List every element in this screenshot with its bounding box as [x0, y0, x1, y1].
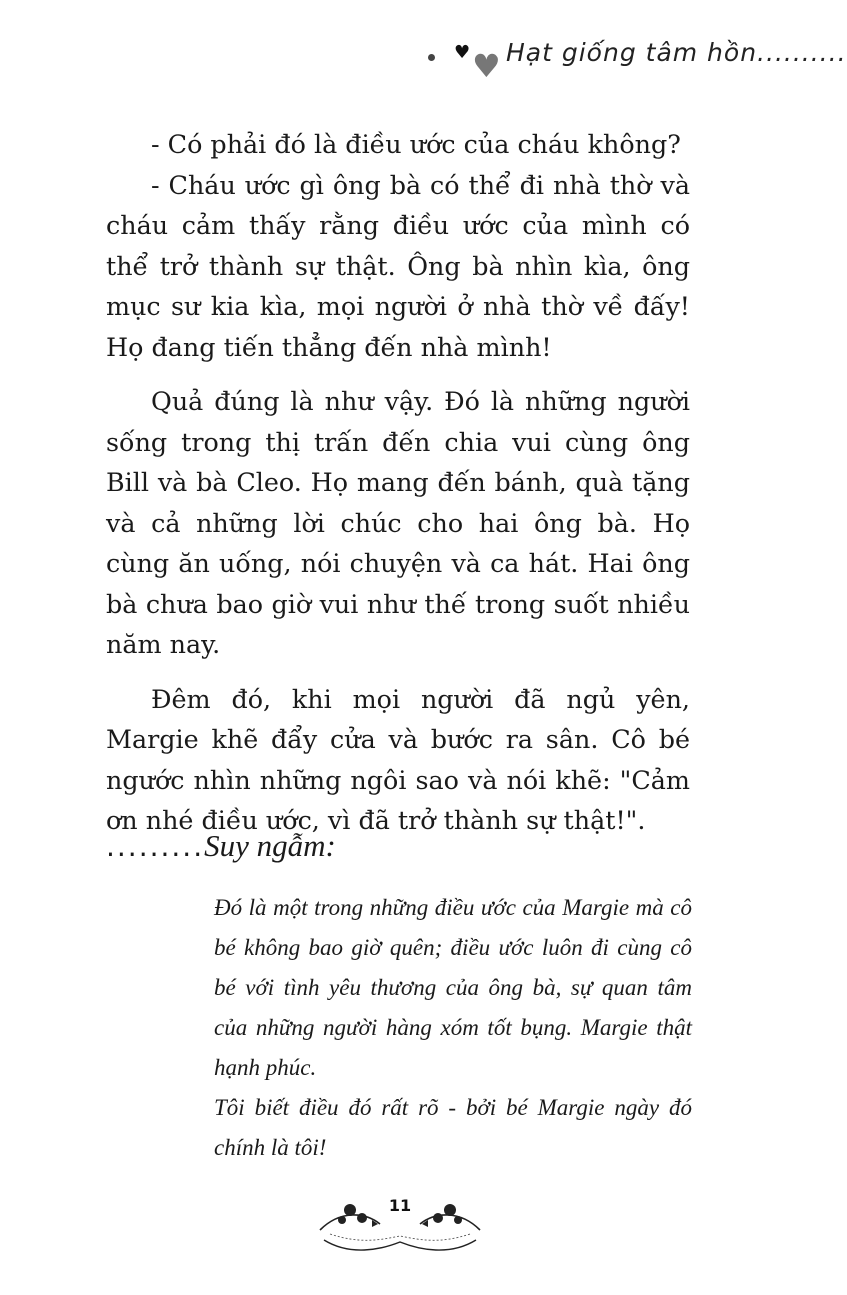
running-header: [420, 28, 847, 98]
paragraph: Quả đúng là như vậy. Đó là những người sống trong thị trấn đến chia vui cùng ông Bill và bà Cleo. Họ mang đến bánh, quà tặng và cả những lời chúc cho hai ông bà. Họ cùng ăn uống, nói chuyện và ca hát. Hai ông bà chưa bao giờ vui như thế trong suốt nhiều năm nay.: [106, 386, 690, 659]
paragraph: Đó là một trong những điều ước của Margie mà cô bé không bao giờ quên; điều ước luôn đi cùng cô bé với tình yêu thương của ông bà, sự quan tâm của những người hàng xóm tốt bụng. Margie thật hạnh phúc.: [214, 895, 692, 1080]
heart-icon: ♥: [472, 47, 501, 85]
title-dots: ..........: [757, 38, 847, 67]
heart-icon: ♥: [454, 42, 471, 63]
paragraph: Đêm đó, khi mọi người đã ngủ yên, Margie khẽ đẩy cửa và bước ra sân. Cô bé ngước nhìn những ngôi sao và nói khẽ: "Cảm ơn nhé điều ước, vì đã trở thành sự thật!".: [106, 683, 690, 835]
book-title: Hạt giống tâm hồn..........: [506, 38, 847, 67]
page-footer: [310, 1190, 490, 1260]
reflection-heading: [106, 828, 336, 864]
paragraph: - Có phải đó là điều ước của cháu không?: [151, 129, 681, 159]
reflection-text: [214, 888, 692, 1168]
dot-icon: [428, 54, 435, 61]
reflection-title: Suy ngẫm:: [204, 828, 336, 863]
page-number: 11: [388, 1196, 412, 1215]
paragraph: - Cháu ước gì ông bà có thể đi nhà thờ và cháu cảm thấy rằng điều ước của mình có thể trở thành sự thật. Ông bà nhìn kìa, ông mục sư kia kìa, mọi người ở nhà thờ về đấy! Họ đang tiến thẳng đến nhà mình!: [106, 169, 690, 362]
dot-leader: .........: [106, 830, 205, 863]
paragraph: Tôi biết điều đó rất rõ - bởi bé Margie ngày đó chính là tôi!: [214, 1095, 692, 1160]
story-text: [106, 124, 690, 855]
